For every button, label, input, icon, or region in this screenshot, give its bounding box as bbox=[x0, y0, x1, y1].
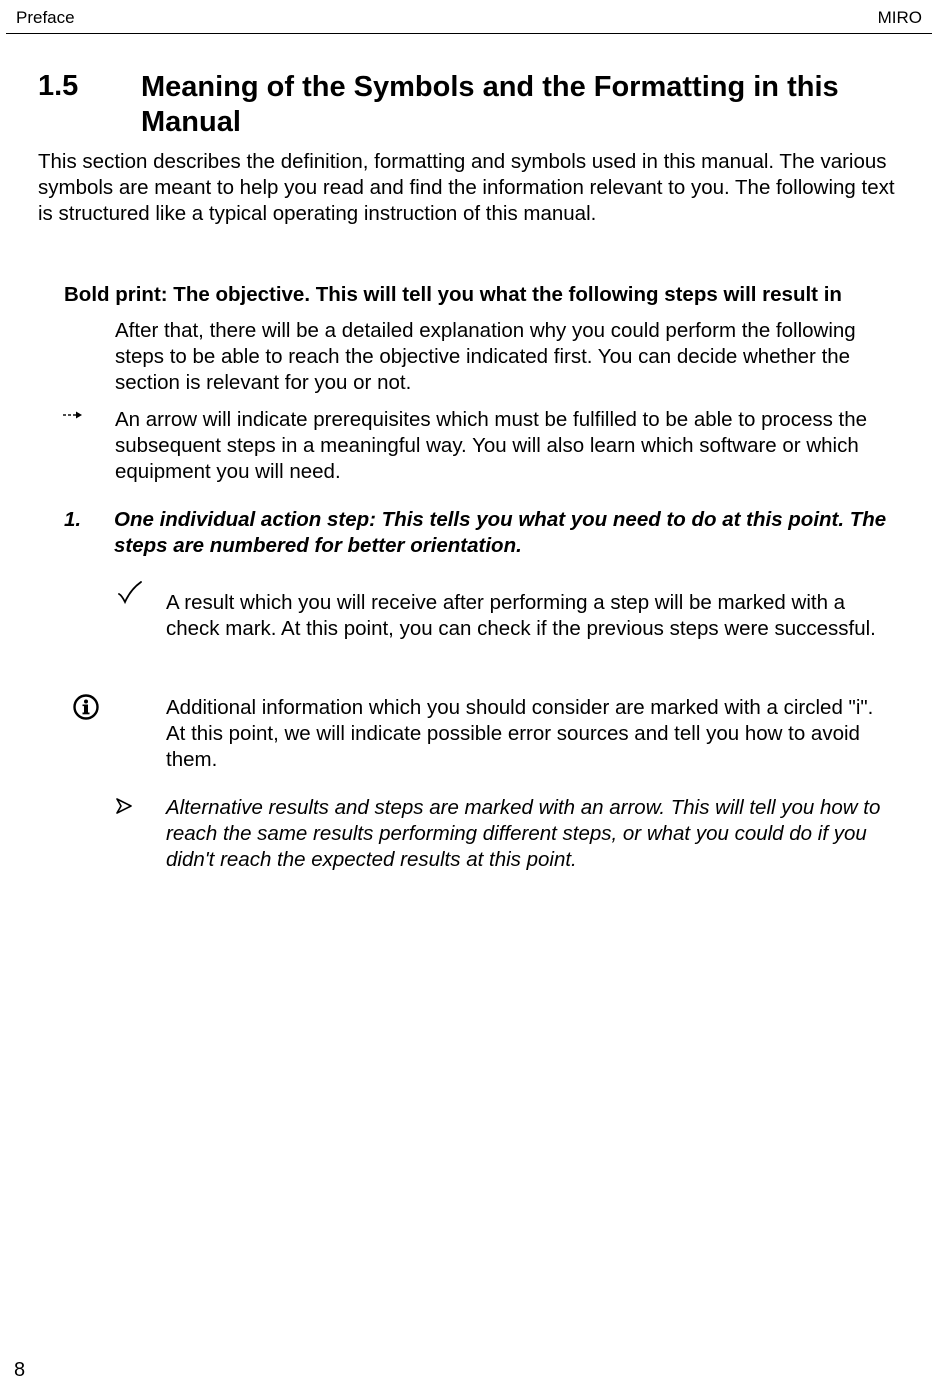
prerequisite-text: An arrow will indicate prerequisites which must be fulfilled to be able to process the subsequent steps in a meaningful way. You will also learn which software or which equipment you will need. bbox=[115, 408, 868, 483]
header-chapter: Preface bbox=[16, 8, 75, 27]
step-number: 1. bbox=[64, 508, 82, 531]
result-text: A result which you will receive after performing a step will be marked with a check mark. At this point, you can check if the previous steps were successful. bbox=[166, 591, 876, 640]
step-text: One individual action step: This tells you what you need to do at this point. The steps are numbered for better orientation. bbox=[114, 508, 887, 557]
info-text: Additional information which you should consider are marked with a circled "i". At this point, we will indicate possible error sources and tell you how to avoid them. bbox=[166, 696, 874, 771]
section-number: 1.5 bbox=[38, 70, 79, 102]
arrowhead-icon bbox=[115, 797, 133, 815]
alternative-text: Alternative results and steps are marked with an arrow. This will tell you how to reach the same results performing different steps, or what you could do if you didn't reach the expected results at this point. bbox=[166, 796, 881, 871]
page-number: 8 bbox=[14, 1359, 26, 1381]
info-circle-icon bbox=[72, 693, 100, 721]
header-product: MIRO bbox=[877, 8, 922, 27]
explanation-paragraph: After that, there will be a detailed explanation why you could perform the following steps to be able to reach the objective indicated first. You can decide whether the section is relevant for you or not. bbox=[115, 319, 856, 394]
section-title: Meaning of the Symbols and the Formatting in this Manual bbox=[141, 71, 839, 138]
intro-paragraph: This section describes the definition, formatting and symbols used in this manual. The various symbols are meant to help you read and find the information relevant to you. The following text is structured like a typical operating instruction of this manual. bbox=[38, 150, 895, 225]
check-mark-icon bbox=[116, 580, 144, 608]
page-header bbox=[6, 0, 932, 34]
objective-heading: Bold print: The objective. This will tell you what the following steps will result in bbox=[64, 283, 842, 306]
dashed-arrow-icon bbox=[62, 404, 84, 426]
